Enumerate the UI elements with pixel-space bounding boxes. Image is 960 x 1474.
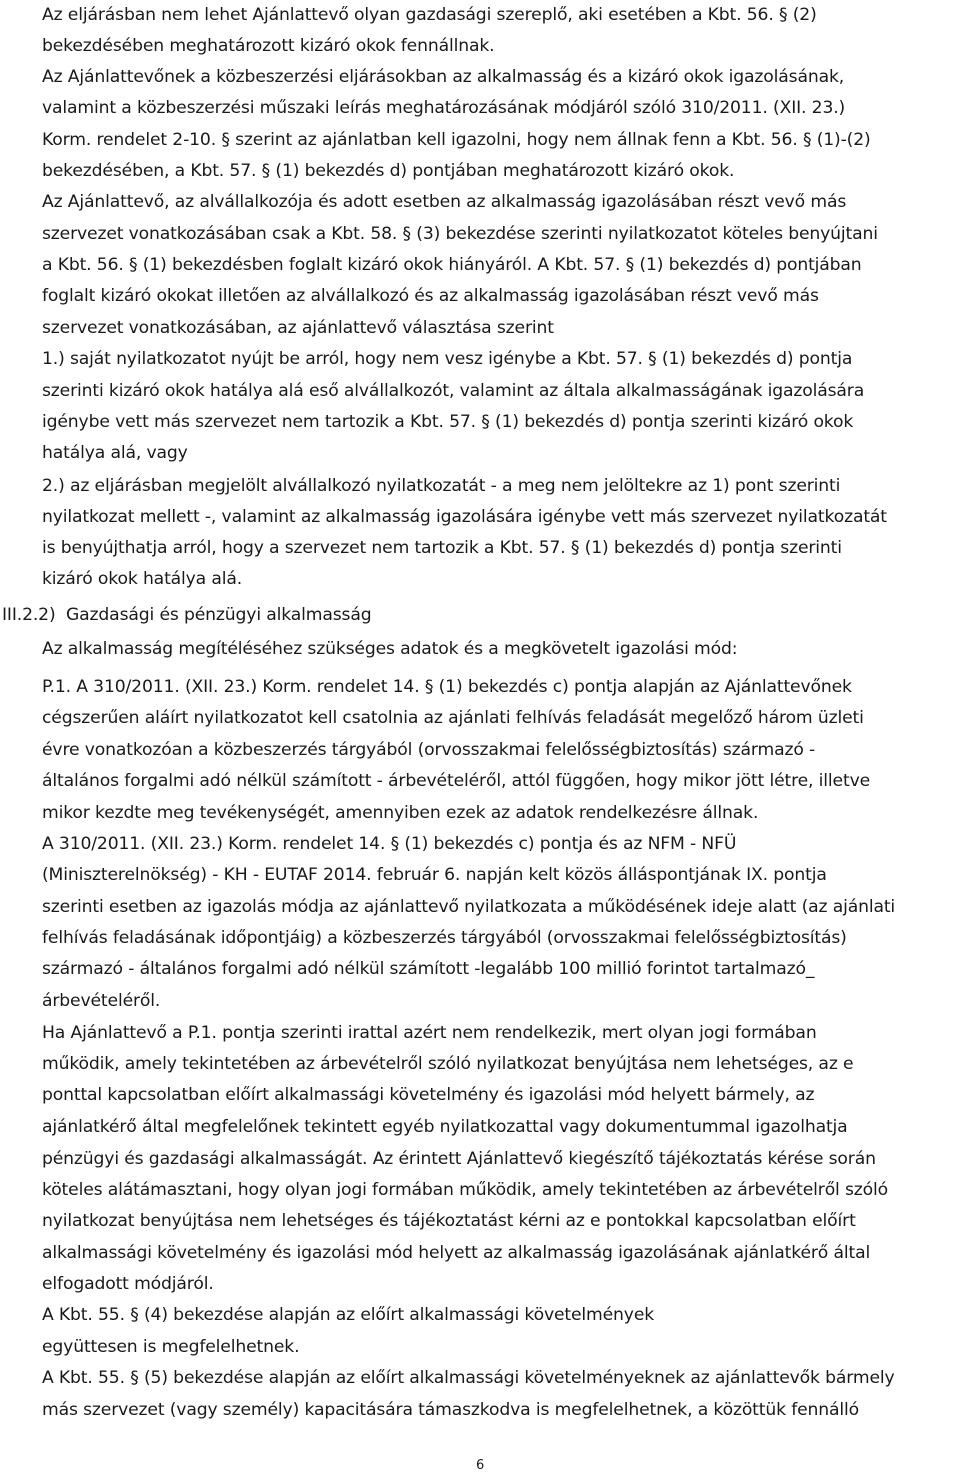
text-line: a Kbt. 56. § (1) bekezdésben foglalt kizáró okok hiányáról. A Kbt. 57. § (1) bekezdés d) pontjában (42, 255, 862, 275)
text-line: szervezet vonatkozásában, az ajánlattevő választása szerint (42, 318, 554, 338)
text-line: (Miniszterelnökség) - KH - EUTAF 2014. február 6. napján kelt közös álláspontjának IX. pontja (42, 865, 827, 885)
text-line: pénzügyi és gazdasági alkalmasságát. Az érintett Ajánlattevő kiegészítő tájékoztatás kérése során (42, 1149, 876, 1169)
text-line: elfogadott módjáról. (42, 1274, 214, 1294)
text-line: Az Ajánlattevő, az alvállalkozója és adott esetben az alkalmasság igazolásában részt vevő más (42, 192, 847, 212)
text-line: A Kbt. 55. § (5) bekezdése alapján az előírt alkalmassági követelményeknek az ajánlattevők bármely (42, 1368, 895, 1388)
page-number: 6 (475, 1458, 485, 1473)
text-line: árbevételéről. (42, 991, 161, 1011)
text-line: is benyújthatja arról, hogy a szervezet nem tartozik a Kbt. 57. § (1) bekezdés d) pontja szerinti (42, 538, 842, 558)
text-line: évre vonatkozóan a közbeszerzés tárgyából (orvosszakmai felelősségbiztosítás) származó - (42, 740, 816, 760)
text-line: általános forgalmi adó nélkül számított - árbevételéről, attól függően, hogy mikor jött létre, illetve (42, 771, 871, 791)
text-line: A 310/2011. (XII. 23.) Korm. rendelet 14. § (1) bekezdés c) pontja és az NFM - NFÜ (42, 834, 737, 854)
text-line: Ha Ajánlattevő a P.1. pontja szerinti irattal azért nem rendelkezik, mert olyan jogi formában (42, 1023, 817, 1043)
text-line: származó - általános forgalmi adó nélkül számított -legalább 100 millió forintot tartalmazó_ (42, 959, 815, 979)
section-number: III.2.2) (2, 605, 56, 625)
text-line: szerinti kizáró okok hatálya alá eső alvállalkozót, valamint az általa alkalmasságának igazolására (42, 381, 865, 401)
text-line: mikor kezdte meg tevékenységét, amennyiben ezek az adatok rendelkezésre állnak. (42, 803, 759, 823)
text-line: Az alkalmasság megítéléséhez szükséges adatok és a megkövetelt igazolási mód: (42, 639, 738, 659)
text-line: foglalt kizáró okokat illetően az alvállalkozó és az alkalmasság igazolásában részt vevő más (42, 286, 819, 306)
text-line: felhívás feladásának időpontjáig) a közbeszerzés tárgyából (orvosszakmai felelősségbiztosítás) (42, 928, 847, 948)
text-line: P.1. A 310/2011. (XII. 23.) Korm. rendelet 14. § (1) bekezdés c) pontja alapján az Ajánlattevőnek (42, 677, 852, 697)
text-line: valamint a közbeszerzési műszaki leírás meghatározásának módjáról szóló 310/2011. (XII. 23.) (42, 98, 846, 118)
text-line: nyilatkozat benyújtása nem lehetséges és tájékoztatást kérni az e pontokkal kapcsolatban előírt (42, 1211, 856, 1231)
text-line: nyilatkozat mellett -, valamint az alkalmasság igazolására igénybe vett más szervezet nyilatkozatát (42, 507, 887, 527)
text-line: igénybe vett más szervezet nem tartozik a Kbt. 57. § (1) bekezdés d) pontja szerinti kizáró okok (42, 412, 854, 432)
text-line: bekezdésében meghatározott kizáró okok fennállnak. (42, 36, 495, 56)
text-line: köteles alátámasztani, hogy olyan jogi formában működik, amely tekintetében az árbevételről szóló (42, 1180, 889, 1200)
text-line: kizáró okok hatálya alá. (42, 569, 243, 589)
text-line: hatálya alá, vagy (42, 443, 188, 463)
text-line: szervezet vonatkozásában csak a Kbt. 58. § (3) bekezdése szerinti nyilatkozatot köteles benyújtani (42, 224, 878, 244)
text-line: Korm. rendelet 2-10. § szerint az ajánlatban kell igazolni, hogy nem állnak fenn a Kbt. 56. § (1)-(2) (42, 130, 871, 150)
text-line: cégszerűen aláírt nyilatkozatot kell csatolnia az ajánlati felhívás feladását megelőző három üzleti (42, 708, 864, 728)
text-line: más szervezet (vagy személy) kapacitására támaszkodva is megfelelhetnek, a közöttük fennálló (42, 1400, 860, 1420)
text-line: működik, amely tekintetében az árbevételről szóló nyilatkozat benyújtása nem lehetséges, az e (42, 1054, 854, 1074)
text-line: 2.) az eljárásban megjelölt alvállalkozó nyilatkozatát - a meg nem jelöltekre az 1) pont szerinti (42, 476, 841, 496)
text-line: A Kbt. 55. § (4) bekezdése alapján az előírt alkalmassági követelmények (42, 1305, 655, 1325)
text-line: ajánlatkérő által megfelelőnek tekintett egyéb nyilatkozattal vagy dokumentummal igazolhatja (42, 1117, 848, 1137)
text-line: 1.) saját nyilatkozatot nyújt be arról, hogy nem vesz igénybe a Kbt. 57. § (1) bekezdés d) pontja (42, 349, 853, 369)
text-line: bekezdésében, a Kbt. 57. § (1) bekezdés d) pontjában meghatározott kizáró okok. (42, 161, 735, 181)
text-line: alkalmassági követelmény és igazolási mód helyett az alkalmasság igazolásának ajánlatkérő által (42, 1243, 871, 1263)
text-line: szerinti esetben az igazolás módja az ajánlattevő nyilatkozata a működésének ideje alatt (az ajánlati (42, 897, 896, 917)
section-title: Gazdasági és pénzügyi alkalmasság (66, 605, 372, 625)
text-line: ponttal kapcsolatban előírt alkalmassági követelmény és igazolási mód helyett bármely, az (42, 1085, 815, 1105)
text-line: Az eljárásban nem lehet Ajánlattevő olyan gazdasági szereplő, aki esetében a Kbt. 56. § (2) (42, 5, 817, 25)
text-line: együttesen is megfelelhetnek. (42, 1337, 300, 1357)
text-line: Az Ajánlattevőnek a közbeszerzési eljárásokban az alkalmasság és a kizáró okok igazolásának, (42, 67, 845, 87)
